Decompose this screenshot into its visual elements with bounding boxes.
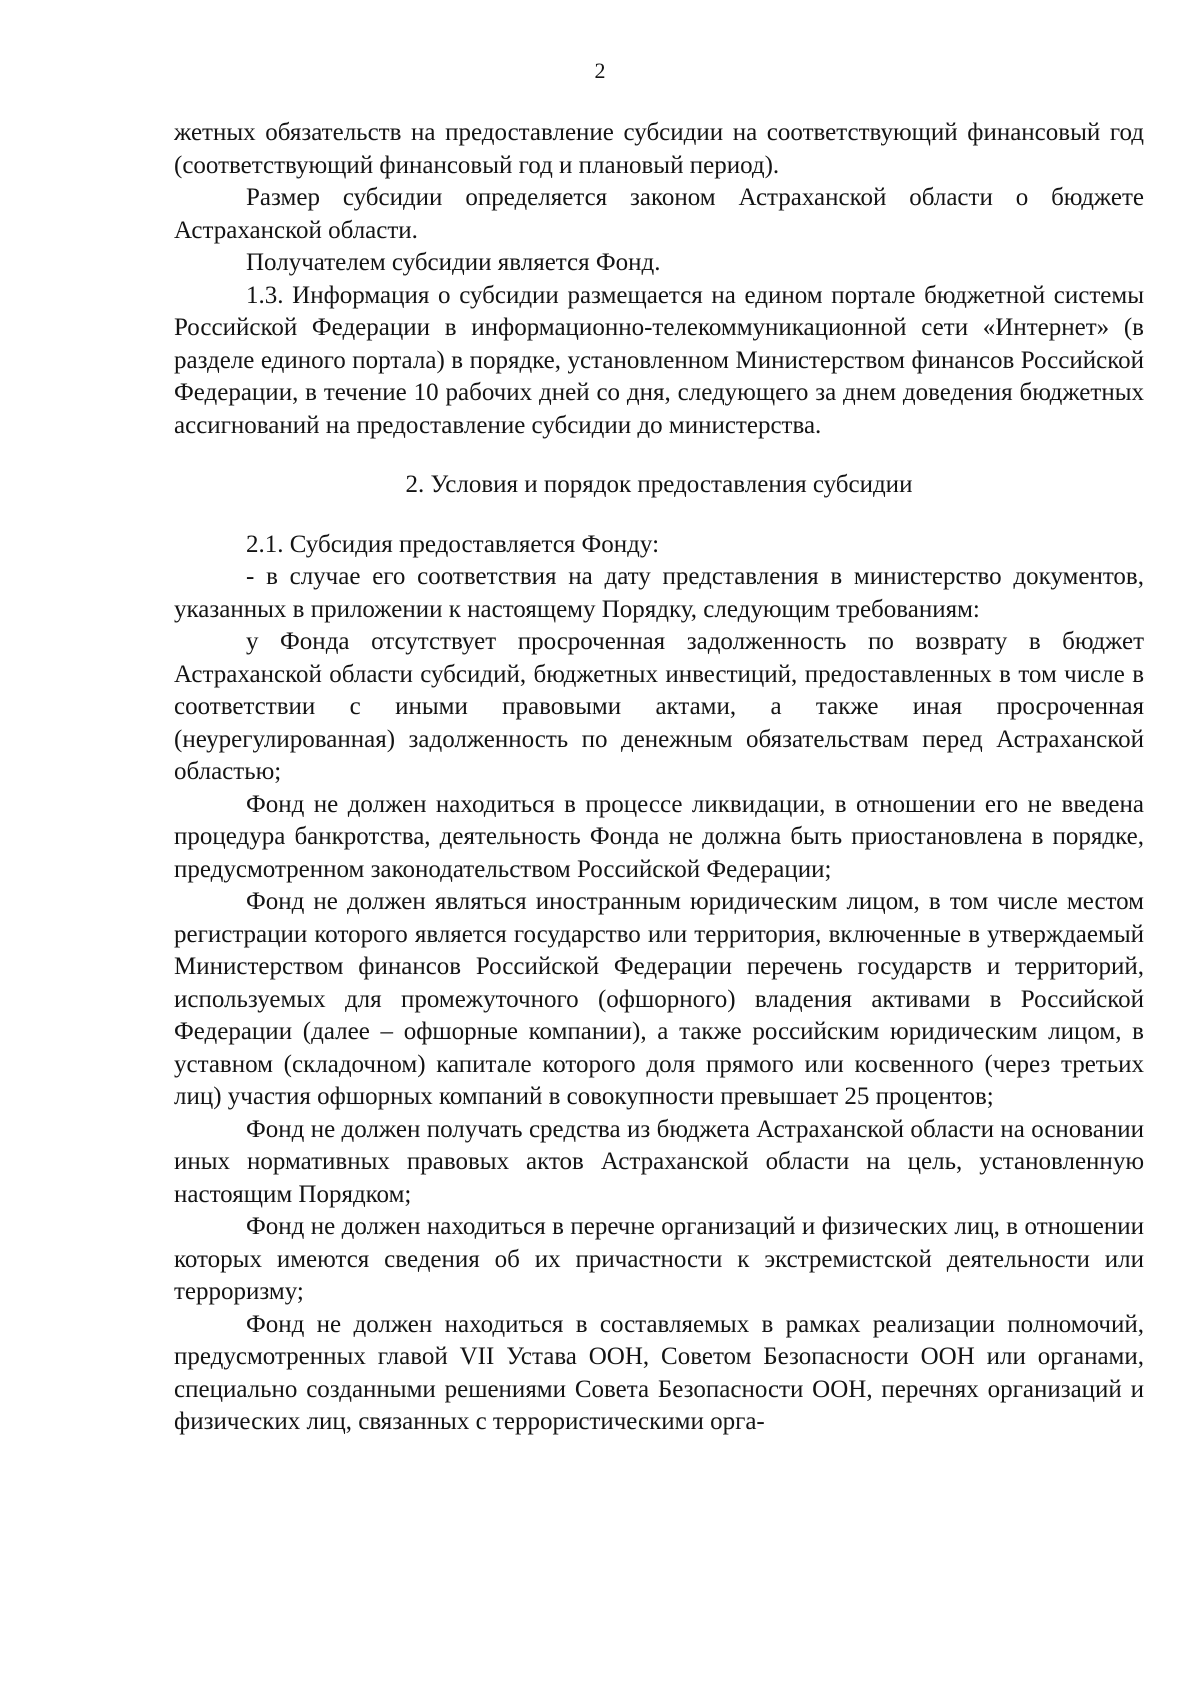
paragraph-requirement-extremism: Фонд не должен находиться в перечне организаций и физических лиц, в отношении которых имеются сведения об их причастности к экстремистской деятельности или терроризму;: [174, 1213, 1144, 1305]
paragraph-requirement-un-lists: Фонд не должен находиться в составляемых в рамках реализации полномочий, предусмотренных главой VII Устава ООН, Советом Безопасности ООН или органами, специально созданными решениями Совета Безопасности ООН, перечнях организаций и физических лиц, связанных с террористическими орга-: [174, 1310, 1144, 1435]
paragraph-1-3: 1.3. Информация о субсидии размещается на едином портале бюджетной системы Российской Федерации в информационно-телекоммуникационной сети «Интернет» (в разделе единого портала) в порядке, установленном Министерством финансов Российской Федерации, в течение 10 рабочих дней со дня, следующего за днем доведения бюджетных ассигнований на предоставление субсидии до министерства.: [174, 281, 1144, 439]
paragraph-recipient: Получателем субсидии является Фонд.: [246, 249, 661, 276]
paragraph-requirement-liquidation: Фонд не должен находиться в процессе ликвидации, в отношении его не введена процедура банкротства, деятельность Фонда не должна быть приостановлена в порядке, предусмотренном законодательством Российской Федерации;: [174, 790, 1144, 883]
paragraph-2-1: 2.1. Субсидия предоставляется Фонду:: [246, 530, 660, 558]
page-number: 2: [594, 58, 606, 83]
paragraph-requirement-debt: у Фонда отсутствует просроченная задолженность по возврату в бюджет Астраханской области субсидий, бюджетных инвестиций, предоставленных в том числе в соответствии с иными правовыми актами, а также иная просроченная (неурегулированная) задолженность по денежным обязательствам перед Астраханской областью;: [174, 628, 1144, 785]
section-heading: 2. Условия и порядок предоставления субсидии: [405, 471, 913, 498]
paragraph-requirements-intro: - в случае его соответствия на дату представления в министерство документов, указанных в приложении к настоящему Порядку, следующим требованиям:: [174, 563, 1144, 623]
paragraph-subsidy-size: Размер субсидии определяется законом Астраханской области о бюджете Астраханской области.: [174, 184, 1144, 244]
paragraph-continuation: жетных обязательств на предоставление субсидии на соответствующий финансовый год (соответствующий финансовый год и плановый период).: [174, 119, 1144, 179]
paragraph-requirement-other-funds: Фонд не должен получать средства из бюджета Астраханской области на основании иных нормативных правовых актов Астраханской области на цель, установленную настоящим Порядком;: [174, 1115, 1144, 1208]
paragraph-requirement-offshore: Фонд не должен являться иностранным юридическим лицом, в том числе местом регистрации которого является государство или территория, включенные в утверждаемый Министерством финансов Российской Федерации перечень государств и территорий, используемых для промежуточного (офшорного) владения активами в Российской Федерации (далее – офшорные компании), а также российским юридическим лицом, в уставном (складочном) капитале которого доля прямого или косвенного (через третьих лиц) участия офшорных компаний в совокупности превышает 25 процентов;: [174, 888, 1144, 1110]
document-body: [174, 117, 1144, 1439]
